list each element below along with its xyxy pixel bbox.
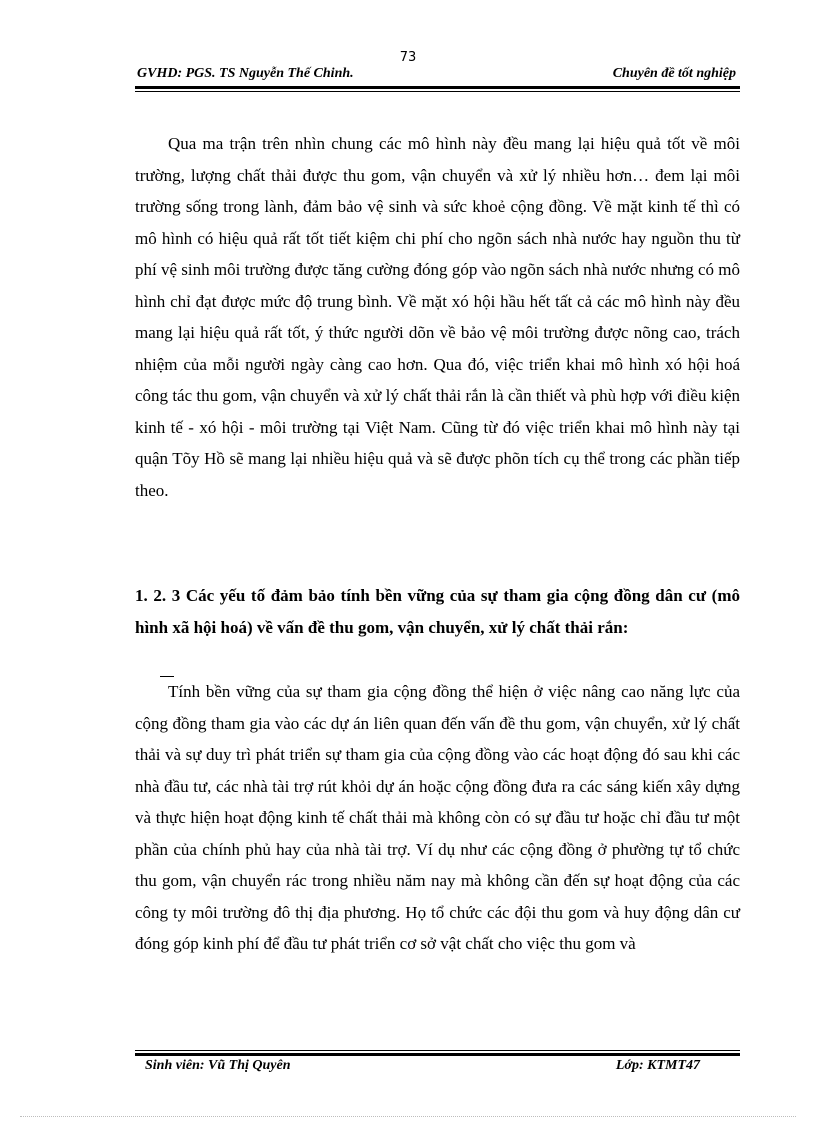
footer-rule-thin: [135, 1050, 740, 1051]
header-document-type: Chuyên đề tốt nghiệp: [612, 66, 736, 81]
header-rule-thick: [135, 86, 740, 89]
header-supervisor: GVHD: PGS. TS Nguyễn Thế Chinh.: [137, 66, 354, 81]
page-boundary-dotted-line: [20, 1116, 796, 1117]
footer-class: Lớp: KTMT47: [615, 1058, 700, 1073]
page-header: [135, 66, 740, 86]
body-paragraph-2: [135, 676, 740, 960]
section-heading: 1. 2. 3 Các yếu tố đảm bảo tính bền vững của sự tham gia cộng đồng dân cư (mô hình xã hội hoá) về vấn đề thu gom, vận chuyển, xử lý chất thải rắn:: [135, 586, 740, 637]
footer-student: Sinh viên: Vũ Thị Quyên: [145, 1058, 291, 1073]
body-paragraph-1: [135, 128, 740, 506]
page-number: 73: [399, 50, 417, 65]
paragraph-text: Qua ma trận trên nhìn chung các mô hình này đều mang lại hiệu quả tốt về môi trường, lượng chất thải được thu gom, vận chuyển và xử lý nhiều hơn… đem lại môi trường sống trong lành, đảm bảo vệ sinh và sức khoẻ cộng đồng. Về mặt kinh tế thì có mô hình có hiệu quả rất tốt tiết kiệm chi phí cho ngõn sách nhà nước hay nguồn thu từ phí vệ sinh môi trường được tăng cường đóng góp vào ngõn sách nhà nước nhưng có mô hình chỉ đạt được mức độ trung bình. Về mặt xó hội hầu hết tất cả các mô hình này đều mang lại hiệu quả rất tốt, ý thức người dõn về bảo vệ môi trường được nõng cao, trách nhiệm của mỗi người ngày càng cao hơn. Qua đó, việc triển khai mô hình xó hội hoá công tác thu gom, vận chuyển và xử lý chất thải rắn là cần thiết và phù hợp với điều kiện kinh tế - xó hội - môi trường tại Việt Nam. Cũng từ đó việc triển khai mô hình này tại quận Tõy Hồ sẽ mang lại nhiều hiệu quả và sẽ được phõn tích cụ thể trong các phần tiếp theo.: [135, 134, 740, 500]
footer-rule-thick: [135, 1053, 740, 1056]
header-rule-thin: [135, 91, 740, 92]
paragraph-text: Tính bền vững của sự tham gia cộng đồng thể hiện ở việc nâng cao năng lực của cộng đồng tham gia vào các dự án liên quan đến vấn đề thu gom, vận chuyển, xử lý chất thải và sự duy trì phát triển sự tham gia của cộng đồng vào các hoạt động đó sau khi các nhà đầu tư, các nhà tài trợ rút khỏi dự án hoặc cộng đồng đưa ra các sáng kiến xây dựng và thực hiện hoạt động kinh tế chất thải mà không còn có sự đầu tư hoặc chỉ đầu tư một phần của chính phủ hay của nhà tài trợ. Ví dụ như các cộng đồng ở phường tự tổ chức thu gom, vận chuyển rác trong nhiều năm nay mà không cần đến sự hoạt động của các công ty môi trường đô thị địa phương. Họ tổ chức các đội thu gom và huy động dân cư đóng góp kinh phí để đầu tư phát triển cơ sở vật chất cho việc thu gom và: [135, 682, 740, 953]
page-footer: [135, 1058, 740, 1078]
